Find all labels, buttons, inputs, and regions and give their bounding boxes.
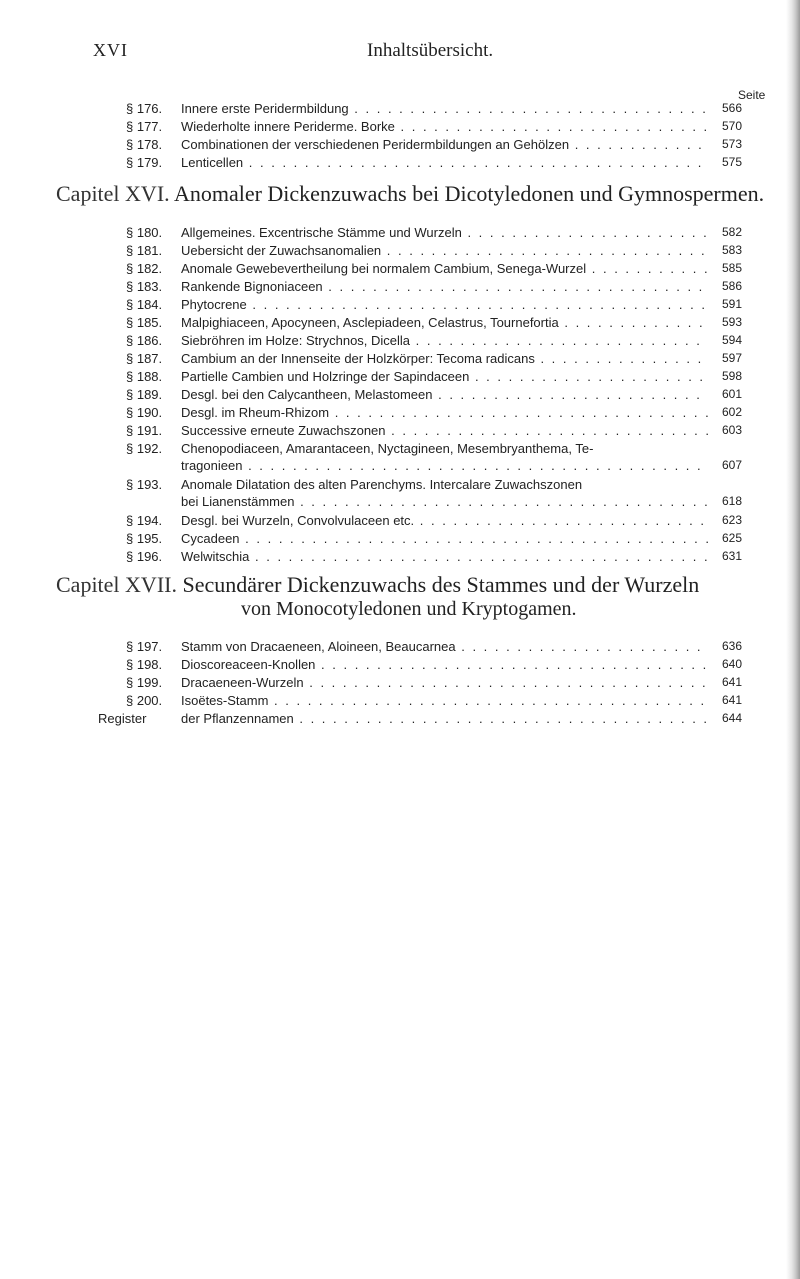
page-ref: 601 [721, 387, 742, 401]
page-ref: 598 [721, 369, 742, 383]
entry-title: Anomale Gewebevertheilung bei normalem Cambium, Senega-Wurzel . . . [181, 261, 708, 276]
page-ref: 597 [721, 351, 742, 365]
entry-title: Combinationen der verschiedenen Peridermbildungen an Gehölzen . . . [181, 137, 708, 152]
entry-title: Siebröhren im Holze: Strychnos, Dicella . . . [181, 333, 708, 348]
page-ref: 641 [721, 693, 742, 707]
section-number: § 186. [126, 333, 163, 348]
page-ref: 594 [721, 333, 742, 347]
section-number: § 190. [126, 405, 163, 420]
entry-title: Lenticellen . . . [181, 155, 708, 170]
section-number: § 187. [126, 351, 163, 366]
entry-title: Allgemeines. Excentrische Stämme und Wurzeln . . . [181, 225, 708, 240]
section-number: § 181. [126, 243, 163, 258]
register-label: Register [98, 711, 147, 726]
page-edge-shadow [786, 0, 800, 1279]
section-number: § 183. [126, 279, 163, 294]
page-ref: 625 [721, 531, 742, 545]
page-ref: 623 [721, 513, 742, 527]
running-title: Inhaltsübersicht. [367, 40, 494, 61]
page-ref: 585 [721, 261, 742, 275]
entry-title: Stamm von Dracaeneen, Aloineen, Beaucarnea . . . [181, 639, 708, 654]
entry-title: Innere erste Peridermbildung . . . [181, 101, 708, 116]
entry-title: Dracaeneen-Wurzeln . . . [181, 675, 708, 690]
chapter-heading [56, 181, 764, 207]
page-ref: 640 [721, 657, 742, 671]
page-ref: 566 [721, 101, 742, 115]
page-ref: 618 [721, 494, 742, 508]
entry-title: Successive erneute Zuwachszonen . . . [181, 423, 708, 438]
page-ref: 575 [721, 155, 742, 169]
section-number: § 189. [126, 387, 163, 402]
page-ref: 644 [721, 711, 742, 725]
entry-title: Welwitschia . . . [181, 549, 708, 564]
page-ref: 641 [721, 675, 742, 689]
page-number: XVI [93, 40, 128, 60]
entry-title: Rankende Bignoniaceen . . . [181, 279, 708, 294]
entry-title: Malpighiaceen, Apocyneen, Asclepiadeen, Celastrus, Tournefortia . . . [181, 315, 708, 330]
chapter-title: Anomaler Dickenzuwachs bei Dicotyledonen und Gymnospermen. [173, 181, 765, 206]
section-number: § 180. [126, 225, 163, 240]
section-number: § 188. [126, 369, 163, 384]
entry-title: Cambium an der Innenseite der Holzkörper: Tecoma radicans . . . [181, 351, 708, 366]
entry-title: Cycadeen . . . [181, 531, 708, 546]
page-ref: 607 [721, 458, 742, 472]
page-ref: 583 [721, 243, 742, 257]
page-ref: 591 [721, 297, 742, 311]
seite-column-label: Seite [738, 88, 766, 102]
entry-title: Partielle Cambien und Holzringe der Sapindaceen . . . [181, 369, 708, 384]
entry-title-line1: Anomale Dilatation des alten Parenchyms. Intercalare Zuwachszonen [181, 477, 583, 492]
entry-title: Desgl. im Rheum-Rhizom . . . [181, 405, 708, 420]
section-number: § 178. [126, 137, 163, 152]
chapter-heading [56, 572, 699, 598]
section-number: § 200. [126, 693, 163, 708]
section-number: § 198. [126, 657, 163, 672]
entry-title: Uebersicht der Zuwachsanomalien . . . [181, 243, 708, 258]
entry-title: Wiederholte innere Periderme. Borke . . . [181, 119, 708, 134]
entry-title-line2: tragonieen . . . [181, 458, 708, 473]
page-ref: 636 [721, 639, 742, 653]
section-number: § 185. [126, 315, 163, 330]
page-ref: 602 [721, 405, 742, 419]
page-ref: 593 [721, 315, 742, 329]
chapter-title-line2: von Monocotyledonen und Kryptogamen. [241, 598, 577, 620]
section-number: § 197. [126, 639, 163, 654]
section-number: § 194. [126, 513, 163, 528]
chapter-label: Capitel XVI. [56, 181, 170, 206]
page-header [0, 40, 800, 64]
entry-title-line1: Chenopodiaceen, Amarantaceen, Nyctagineen, Mesembryanthema, Te- [181, 441, 594, 456]
section-number: § 179. [126, 155, 163, 170]
chapter-title-line1: Secundärer Dickenzuwachs des Stammes und der Wurzeln [182, 572, 700, 597]
entry-title-line2: bei Lianenstämmen . . . [181, 494, 708, 509]
page-ref: 582 [721, 225, 742, 239]
page-ref: 586 [721, 279, 742, 293]
section-number: § 193. [126, 477, 163, 492]
section-number: § 182. [126, 261, 163, 276]
page-ref: 631 [721, 549, 742, 563]
entry-title: Dioscoreaceen-Knollen . . . [181, 657, 708, 672]
section-number: § 177. [126, 119, 163, 134]
entry-title: Desgl. bei den Calycantheen, Melastomeen . . . [181, 387, 708, 402]
section-number: § 191. [126, 423, 163, 438]
section-number: § 199. [126, 675, 163, 690]
page-ref: 603 [721, 423, 742, 437]
entry-title: Phytocrene . . . [181, 297, 708, 312]
chapter-label: Capitel XVII. [56, 572, 177, 597]
entry-title: der Pflanzennamen . . . [181, 711, 708, 726]
section-number: § 176. [126, 101, 163, 116]
page-ref: 570 [721, 119, 742, 133]
section-number: § 192. [126, 441, 163, 456]
section-number: § 184. [126, 297, 163, 312]
entry-title: Desgl. bei Wurzeln, Convolvulaceen etc. . . . [181, 513, 708, 528]
section-number: § 196. [126, 549, 163, 564]
entry-title: Isoëtes-Stamm . . . [181, 693, 708, 708]
section-number: § 195. [126, 531, 163, 546]
page-ref: 573 [721, 137, 742, 151]
